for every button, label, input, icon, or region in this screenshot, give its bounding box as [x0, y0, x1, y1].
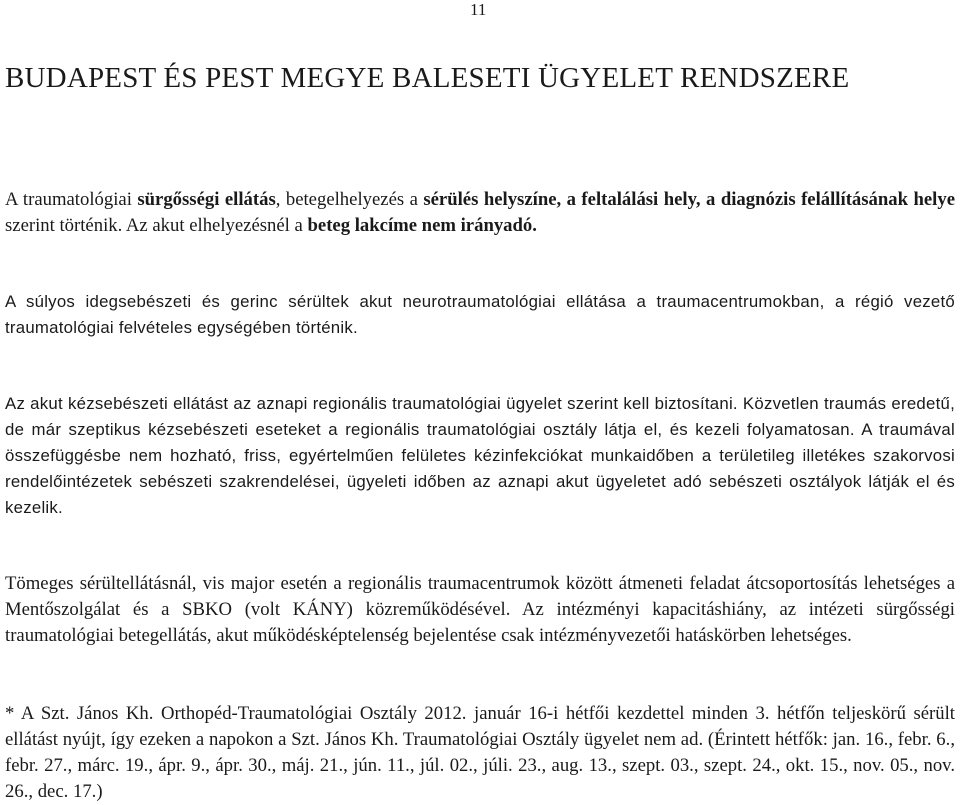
page-number: 11 [470, 0, 487, 19]
bold-phrase: sérülés helyszíne, a feltalálási hely, a diagnózis felállításának helye [423, 189, 955, 210]
paragraph-mass-casualty: Tömeges sérültellátásnál, vis major esetén a regionális traumacentrumok között átmeneti feladat átcsoportosítás lehetséges a Mentőszolgálat és a SBKO (volt KÁNY) közreműködésével. Az intézményi kapacitáshiány, az intézeti sürgősségi traumatológiai betegellátás, akut működésképtelenség bejelentése csak intézményvezetői hatáskörben lehetséges. [5, 573, 955, 646]
paragraph-footnote: * A Szt. János Kh. Orthopéd-Traumatológiai Osztály 2012. január 16-i hétfői kezdettel minden 3. hétfőn teljeskörű sérült ellátást nyújt, így ezeken a napokon a Szt. János Kh. Traumatológiai Osztály ügyelet nem ad. (Érintett hétfők: jan. 16., febr. 6., febr. 27., márc. 19., ápr. 9., ápr. 30., máj. 21., jún. 11., júl. 02., júli. 23., aug. 13., szept. 03., szept. 24., okt. 15., nov. 05., nov. 26., dec. 17.) [5, 703, 955, 802]
paragraph-hand-surgery: Az akut kézsebészeti ellátást az aznapi regionális traumatológiai ügyelet szerint kell biztosítani. Közvetlen traumás eredetű, de már szeptikus kézsebészeti eseteket a regionális traumatológiai osztály látja el, és kezeli folyamatosan. A traumával összefüggésbe nem hozható, friss, egyértelműen felületes kézinfekciókat munkaidőben a területileg illetékes szakorvosi rendelőintézetek sebészeti szakrendelései, ügyeleti időben az aznapi akut ügyeletet adó sebészeti osztályok látják el és kezelik. [5, 394, 955, 517]
bold-phrase: beteg lakcíme nem irányadó. [307, 215, 537, 236]
paragraph-neurotrauma: A súlyos idegsebészeti és gerinc sérültek akut neurotraumatológiai ellátása a traumacentrumokban, a régió vezető traumatológiai felvételes egységében történik. [5, 292, 955, 337]
paragraph-text: A traumatológiai [5, 189, 138, 210]
paragraph-text: szerint történik. Az akut elhelyezésnél a [5, 215, 308, 236]
paragraph-text: , betegelhelyezés a [275, 189, 424, 210]
document-title: BUDAPEST ÉS PEST MEGYE BALESETI ÜGYELET RENDSZERE [5, 62, 850, 94]
bold-phrase: sürgősségi ellátás [137, 189, 276, 210]
paragraph-emergency-care [5, 187, 955, 239]
